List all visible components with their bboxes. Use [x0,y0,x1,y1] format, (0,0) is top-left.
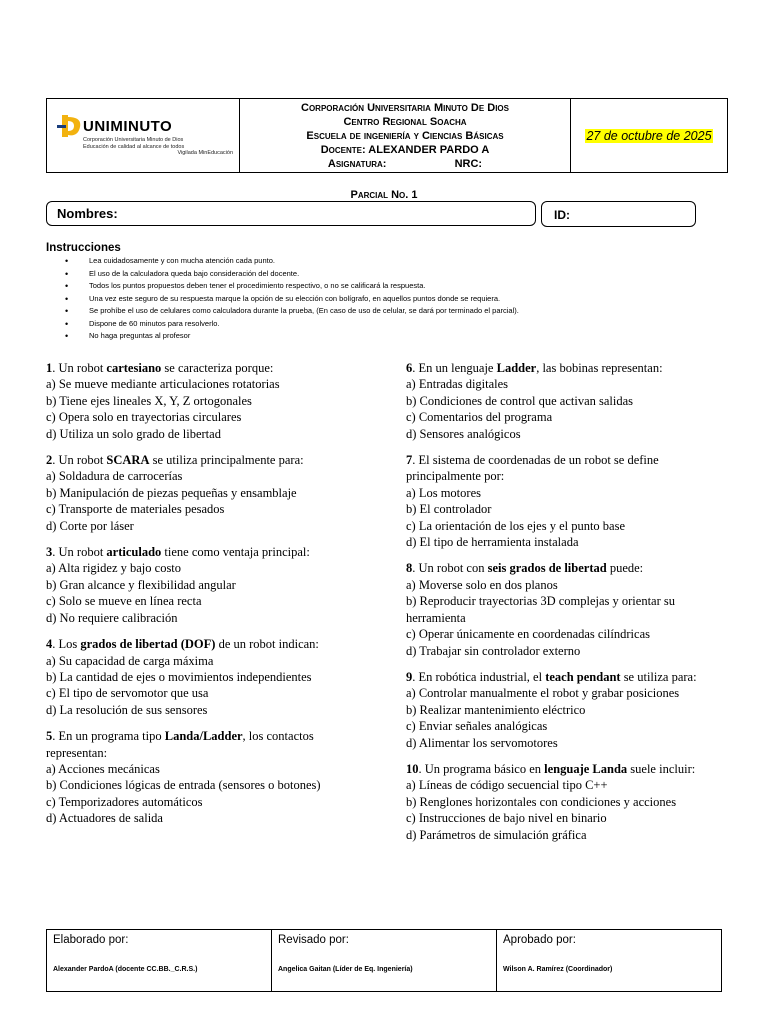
answer-option[interactable]: c) Instrucciones de bajo nivel en binario [406,811,607,826]
answer-option[interactable]: c) Opera solo en trayectorias circulares [46,410,242,425]
logo-subtitle-line: Educación de calidad al alcance de todos [83,143,185,150]
answer-option[interactable]: d) Actuadores de salida [46,811,163,826]
question-keyword: Ladder [496,361,537,375]
question-7 [406,452,726,550]
instruction-item: • Se prohíbe el uso de celulares como calculadora durante la prueba, (En caso de uso de celular, se dará por terminado el parcial). [60,305,519,318]
questions-column-left [46,360,376,837]
answer-option[interactable]: a) Acciones mecánicas [46,761,160,776]
answer-option[interactable]: b) El controlador [406,502,492,517]
date-cell [571,99,727,172]
answer-option[interactable]: d) No requiere calibración [46,610,178,625]
question-text: . El sistema de coordenadas de un robot se define principalmente por: [406,453,659,484]
answer-option[interactable]: d) Sensores analógicos [406,426,521,441]
question-9 [406,669,726,751]
question-text: . Un robot con [412,561,488,576]
answer-option[interactable]: c) Comentarios del programa [406,410,553,425]
question-8 [406,560,726,658]
question-5 [46,728,376,826]
instruction-item: • Lea cuidadosamente y con mucha atención cada punto. [60,255,519,268]
answer-option[interactable]: a) Moverse solo en dos planos [406,577,558,592]
answer-option[interactable]: c) Operar únicamente en coordenadas cilíndricas [406,627,650,642]
logo-wordmark: UNIMINUTO [83,118,173,135]
institution-name: Corporación Universitaria Minuto De Dios [301,102,509,114]
nrc-label: NRC: [454,158,483,170]
answer-option[interactable]: d) Corte por láser [46,518,134,533]
question-text: . Un robot [52,453,107,468]
instruction-item: • El uso de la calculadora queda bajo consideración del docente. [60,268,519,281]
question-keyword: lenguaje Landa [544,761,628,776]
aprobado-label: Aprobado por: [503,934,576,946]
answer-option[interactable]: d) Utiliza un solo grado de libertad [46,426,221,441]
logo-cell [47,99,240,172]
questions-column-right [406,360,726,853]
answer-option[interactable]: d) Alimentar los servomotores [406,735,558,750]
answer-option[interactable]: a) Entradas digitales [406,377,509,392]
question-stem [46,636,376,652]
answer-option[interactable]: c) Temporizadores automáticos [46,794,203,809]
question-text: , las bobinas representan: [536,361,663,375]
question-keyword: seis grados de libertad [487,561,607,576]
answer-option[interactable]: b) Reproducir trayectorias 3D complejas y orientar su herramienta [406,594,676,625]
logo-subtitle-line: Corporación Universitaria Minuto de Dios [83,137,184,143]
question-number: 8 [406,561,413,576]
question-text: . En un lenguaje [412,361,497,375]
question-text: . Un programa básico en [418,761,545,776]
question-2 [46,452,376,534]
answer-option[interactable]: c) El tipo de servomotor que usa [46,686,209,701]
instruction-item: • Dispone de 60 minutos para resolverlo. [60,318,519,331]
answer-option[interactable]: a) Los motores [406,485,481,500]
question-stem [46,452,376,468]
answer-option[interactable]: d) Trabajar sin controlador externo [406,643,581,658]
question-keyword: teach pendant [545,669,621,684]
question-4 [46,636,376,718]
question-text: . Un robot [52,361,107,375]
nombres-field[interactable] [46,201,536,226]
instructions-list [60,255,519,343]
answer-option[interactable]: b) La cantidad de ejes o movimientos independientes [46,669,312,684]
question-keyword: SCARA [106,453,150,468]
exam-header-table [46,98,728,173]
aprobado-name: Wilson A. Ramírez (Coordinador) [503,966,613,973]
question-number: 1 [46,361,53,375]
question-keyword: Landa/Ladder [164,729,243,744]
question-10 [406,761,726,843]
question-text: se utiliza principalmente para: [149,453,304,468]
question-stem [406,669,726,685]
asignatura-label: Asignatura: [327,158,387,170]
question-number: 3 [46,545,53,560]
question-text: se caracteriza porque: [161,361,274,375]
question-stem [406,761,726,777]
elaborado-name: Alexander PardoA (docente CC.BB._C.R.S.) [53,966,198,973]
elaborado-label: Elaborado por: [53,934,129,946]
instruction-item: • Todos los puntos propuestos deben tener el procedimiento respectivo, o no se calificará la respuesta. [60,280,519,293]
question-number: 4 [46,637,53,652]
instructions-title: Instrucciones [46,242,121,254]
nombres-label: Nombres: [57,206,118,221]
answer-option[interactable]: a) Se mueve mediante articulaciones rotatorias [46,377,280,392]
question-stem [406,360,726,376]
revisado-cell [272,930,497,991]
question-stem [406,560,726,576]
question-number: 7 [406,453,413,468]
question-text: . En un programa tipo [52,729,165,744]
revisado-name: Angelica Gaitan (Líder de Eq. Ingeniería) [278,966,413,973]
question-number: 5 [46,729,53,744]
question-text: . Los [52,637,81,652]
logo-subtitle [83,137,184,150]
id-label: ID: [554,208,570,222]
aprobado-cell [497,930,721,991]
question-text: , los contactos representan: [46,729,314,760]
regional-center: Centro Regional Soacha [343,116,467,128]
answer-option[interactable]: a) Controlar manualmente el robot y grabar posiciones [406,686,680,701]
exam-date: 27 de octubre de 2025 [586,128,712,143]
question-text: tiene como ventaja principal: [161,545,310,560]
elaborado-cell [47,930,272,991]
question-number: 2 [46,453,53,468]
answer-option[interactable]: d) Parámetros de simulación gráfica [406,827,587,842]
id-field[interactable] [541,201,696,227]
answer-option[interactable]: a) Su capacidad de carga máxima [46,653,214,668]
uniminuto-logo-icon [54,111,84,141]
answer-option[interactable]: a) Líneas de código secuencial tipo C++ [406,778,608,793]
answer-option[interactable]: b) Gran alcance y flexibilidad angular [46,577,236,592]
answer-option[interactable]: c) La orientación de los ejes y el punto base [406,518,626,533]
answer-option[interactable]: b) Renglones horizontales con condiciones y acciones [406,794,677,809]
question-stem [46,728,376,761]
instruction-item: • Una vez este seguro de su respuesta marque la opción de su elección con bolígrafo, en aquellos puntos donde se requiera. [60,293,519,306]
answer-option[interactable]: b) Condiciones lógicas de entrada (sensores o botones) [46,778,321,793]
question-keyword: articulado [106,545,162,560]
question-text: . En robótica industrial, el [412,669,546,684]
answer-option[interactable]: d) La resolución de sus sensores [46,702,208,717]
question-number: 9 [406,669,413,684]
answer-option[interactable]: a) Soldadura de carrocerías [46,469,183,484]
question-stem [406,452,726,485]
approval-table [46,929,722,992]
answer-option[interactable]: a) Alta rigidez y bajo costo [46,561,182,576]
question-text: de un robot indican: [215,637,319,652]
school-name: Escuela de ingeniería y Ciencias Básicas [306,130,504,142]
question-keyword: grados de libertad (DOF) [80,637,216,652]
question-1 [46,360,376,442]
question-stem [46,360,376,376]
answer-option[interactable]: c) Transporte de materiales pesados [46,502,225,517]
instruction-item: • No haga preguntas al profesor [60,330,519,343]
answer-option[interactable]: d) El tipo de herramienta instalada [406,535,579,550]
question-stem [46,544,376,560]
question-3 [46,544,376,626]
question-number: 6 [406,361,413,375]
question-text: suele incluir: [627,761,696,776]
answer-option[interactable]: b) Realizar mantenimiento eléctrico [406,702,586,717]
question-number: 10 [406,761,419,776]
institution-info [240,99,571,172]
teacher-name: Docente: ALEXANDER PARDO A [320,144,490,156]
question-text: se utiliza para: [620,669,697,684]
exam-title: Parcial No. 1 [350,189,418,201]
question-text: . Un robot [52,545,107,560]
revisado-label: Revisado por: [278,934,349,946]
answer-option[interactable]: b) Tiene ejes lineales X, Y, Z ortogonales [46,393,252,408]
answer-option[interactable]: b) Manipulación de piezas pequeñas y ensamblaje [46,485,297,500]
question-text: puede: [606,561,644,576]
answer-option[interactable]: c) Solo se mueve en línea recta [46,594,202,609]
logo-vigilada: Vigilada MinEducación [177,150,233,156]
question-keyword: cartesiano [106,361,162,375]
answer-option[interactable]: c) Enviar señales analógicas [406,719,548,734]
question-6 [406,360,726,442]
subject-nrc-row [240,157,570,171]
answer-option[interactable]: b) Condiciones de control que activan salidas [406,393,634,408]
